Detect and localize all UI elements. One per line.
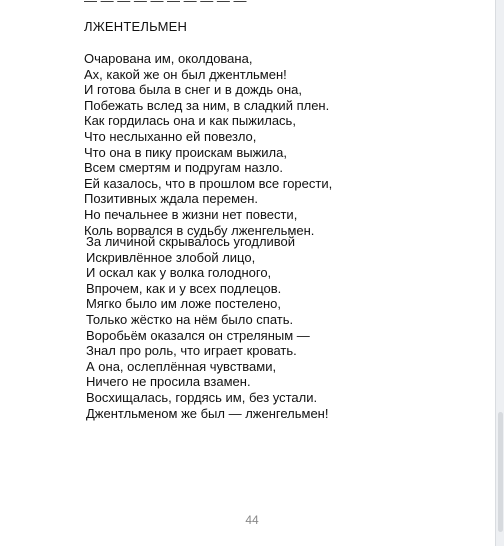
poem-line: Что она в пику проискам выжила, [84, 144, 287, 160]
poem-line: Воробьём оказался он стреляным — [86, 327, 310, 343]
vertical-scrollbar[interactable] [497, 0, 504, 546]
poem-line: Очарована им, околдована, [84, 51, 253, 66]
poem-line: Ах, какой же он был джентльмен! [84, 66, 287, 82]
poem-line: Как гордилась она и как пыжилась, [84, 113, 296, 129]
poem-line: Восхищалась, гордясь им, без устали. [86, 389, 318, 405]
poem-line: Побежать вслед за ним, в сладкий плен. [84, 97, 330, 113]
poem-line: За личиной скрывалось угодливой [86, 234, 296, 249]
poem-line: И готова была в снег и в дождь она, [84, 82, 302, 98]
poem-line: Только жёстко на нём было спать. [86, 311, 294, 327]
poem-line: Но печальнее в жизни нет повести, [84, 206, 298, 222]
poem-line: Впрочем, как и у всех подлецов. [86, 280, 282, 296]
clipped-header-text: — — — — — — — — — — [84, 0, 247, 8]
poem-line: Знал про роль, что играет кровать. [86, 343, 297, 359]
page-number: 44 [245, 513, 259, 527]
poem-line: Джентльменом же был — лженгельмен! [86, 405, 329, 421]
poem-line: И оскал как у волка голодного, [86, 265, 272, 281]
poem-line: Коль ворвался в судьбу лженгельмен. [84, 222, 315, 238]
poem-line: Всем смертям и подругам назло. [84, 160, 284, 176]
poem-line: А она, ослеплённая чувствами, [86, 358, 277, 374]
poem-line: Ничего не просила взамен. [86, 374, 251, 390]
poem-line: Мягко было им ложе постелено, [86, 296, 282, 312]
scrollbar-thumb[interactable] [498, 412, 503, 532]
poem-title: ЛЖЕНТЕЛЬМЕН [84, 19, 188, 34]
poem-line: Позитивных ждала перемен. [84, 191, 259, 207]
poem-stanza-2 [86, 234, 328, 421]
poem-line: Что неслыханно ей повезло, [84, 128, 257, 144]
poem-line: Ей казалось, что в прошлом все горести, [84, 175, 333, 191]
poem-line: Искривлённое злобой лицо, [86, 249, 256, 265]
poem-stanza-1 [84, 51, 332, 238]
